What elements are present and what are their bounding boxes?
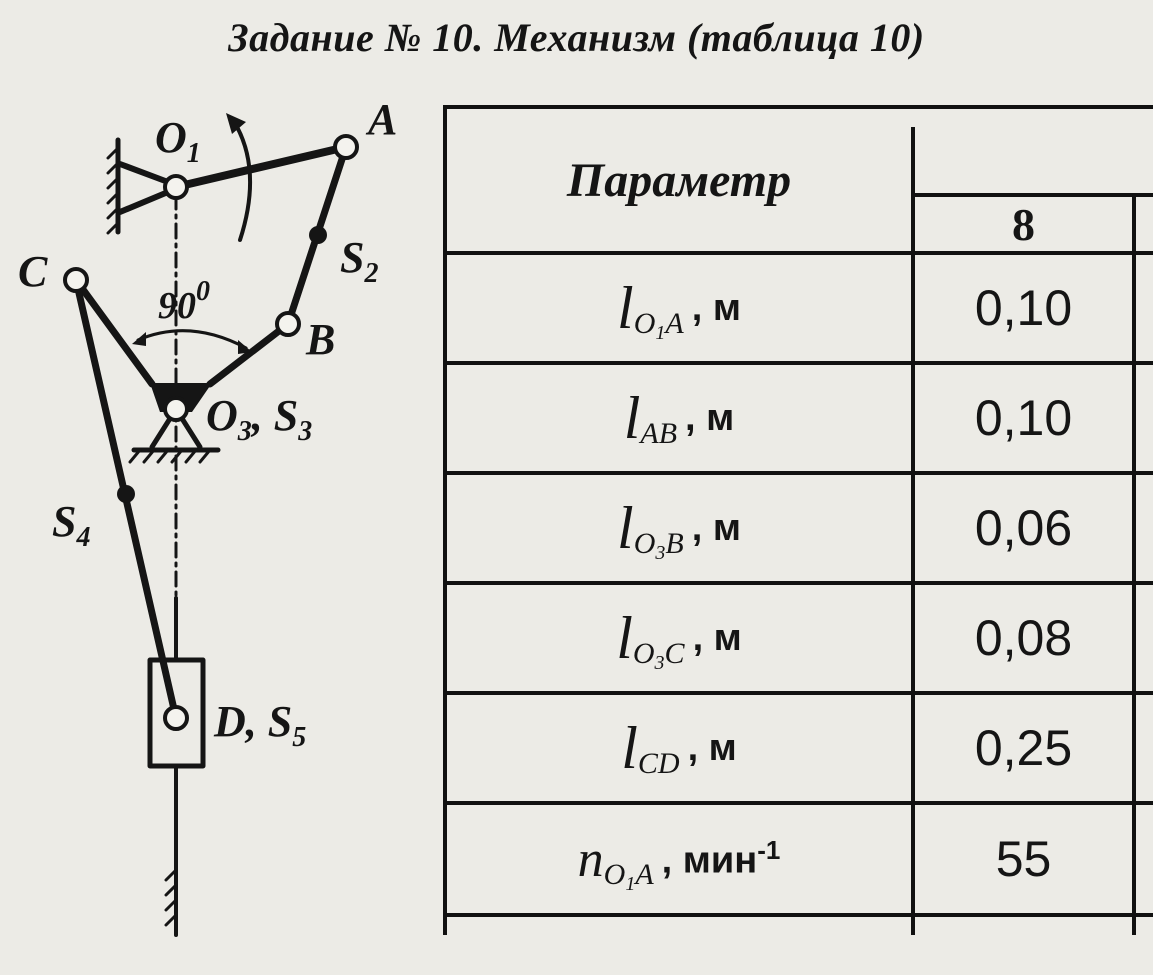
o1-support-lower bbox=[120, 192, 168, 212]
table-row-label: l CD , м bbox=[621, 714, 737, 781]
joint-o3 bbox=[165, 398, 187, 420]
page-title: Задание № 10. Механизм (таблица 10) bbox=[228, 15, 925, 60]
table-row-label: l $O_1A$ , м bbox=[617, 274, 741, 344]
table-row-value: 55 bbox=[995, 831, 1052, 887]
label-b: B bbox=[306, 315, 336, 364]
label-c: C bbox=[18, 247, 48, 296]
table-row-value: 0,10 bbox=[974, 390, 1073, 446]
label-o1: $O_1$ bbox=[155, 113, 201, 169]
table-header-parameter: Параметр bbox=[566, 153, 792, 207]
label-angle: $90^0$ bbox=[158, 276, 210, 327]
rotation-arc bbox=[236, 125, 250, 240]
parameter-table bbox=[435, 105, 1153, 937]
joint-d bbox=[165, 707, 187, 729]
label-d-s5: D, $S_5$ bbox=[214, 697, 307, 753]
label-s4: $S_4$ bbox=[52, 497, 91, 553]
table-row-label: l $O_3C$ , м bbox=[616, 604, 742, 674]
link-o3b bbox=[210, 324, 288, 384]
joint-o1 bbox=[165, 176, 187, 198]
table-row-value: 0,06 bbox=[974, 500, 1073, 556]
joint-c bbox=[65, 269, 87, 291]
table-row-value: 0,08 bbox=[974, 610, 1073, 666]
mechanism-diagram bbox=[0, 0, 430, 975]
point-s2 bbox=[309, 226, 327, 244]
label-o3-s3: $O_3$, $S_3$ bbox=[206, 391, 313, 447]
angle-arc bbox=[138, 331, 246, 348]
label-s2: $S_2$ bbox=[340, 233, 379, 289]
table-bottom-border bbox=[443, 913, 1153, 917]
table-header-column: 8 bbox=[1012, 198, 1035, 250]
link-o1a bbox=[176, 147, 346, 187]
table-row-label: l AB , м bbox=[623, 384, 735, 451]
joint-a bbox=[335, 136, 357, 158]
angle-arrow-right bbox=[238, 340, 252, 354]
table-row-label: n $O_1A$ , мин$^{-1}$ bbox=[577, 830, 781, 895]
point-s4 bbox=[117, 485, 135, 503]
table-right-border bbox=[1132, 193, 1136, 935]
angle-arrow-left bbox=[132, 332, 146, 346]
rotation-arrow-head bbox=[226, 113, 246, 134]
table-row-value: 0,25 bbox=[974, 720, 1073, 776]
table-row-value: 0,10 bbox=[974, 280, 1073, 336]
label-a: A bbox=[368, 95, 398, 144]
joint-b bbox=[277, 313, 299, 335]
table-row-label: l $O_3B$ , м bbox=[617, 494, 741, 564]
